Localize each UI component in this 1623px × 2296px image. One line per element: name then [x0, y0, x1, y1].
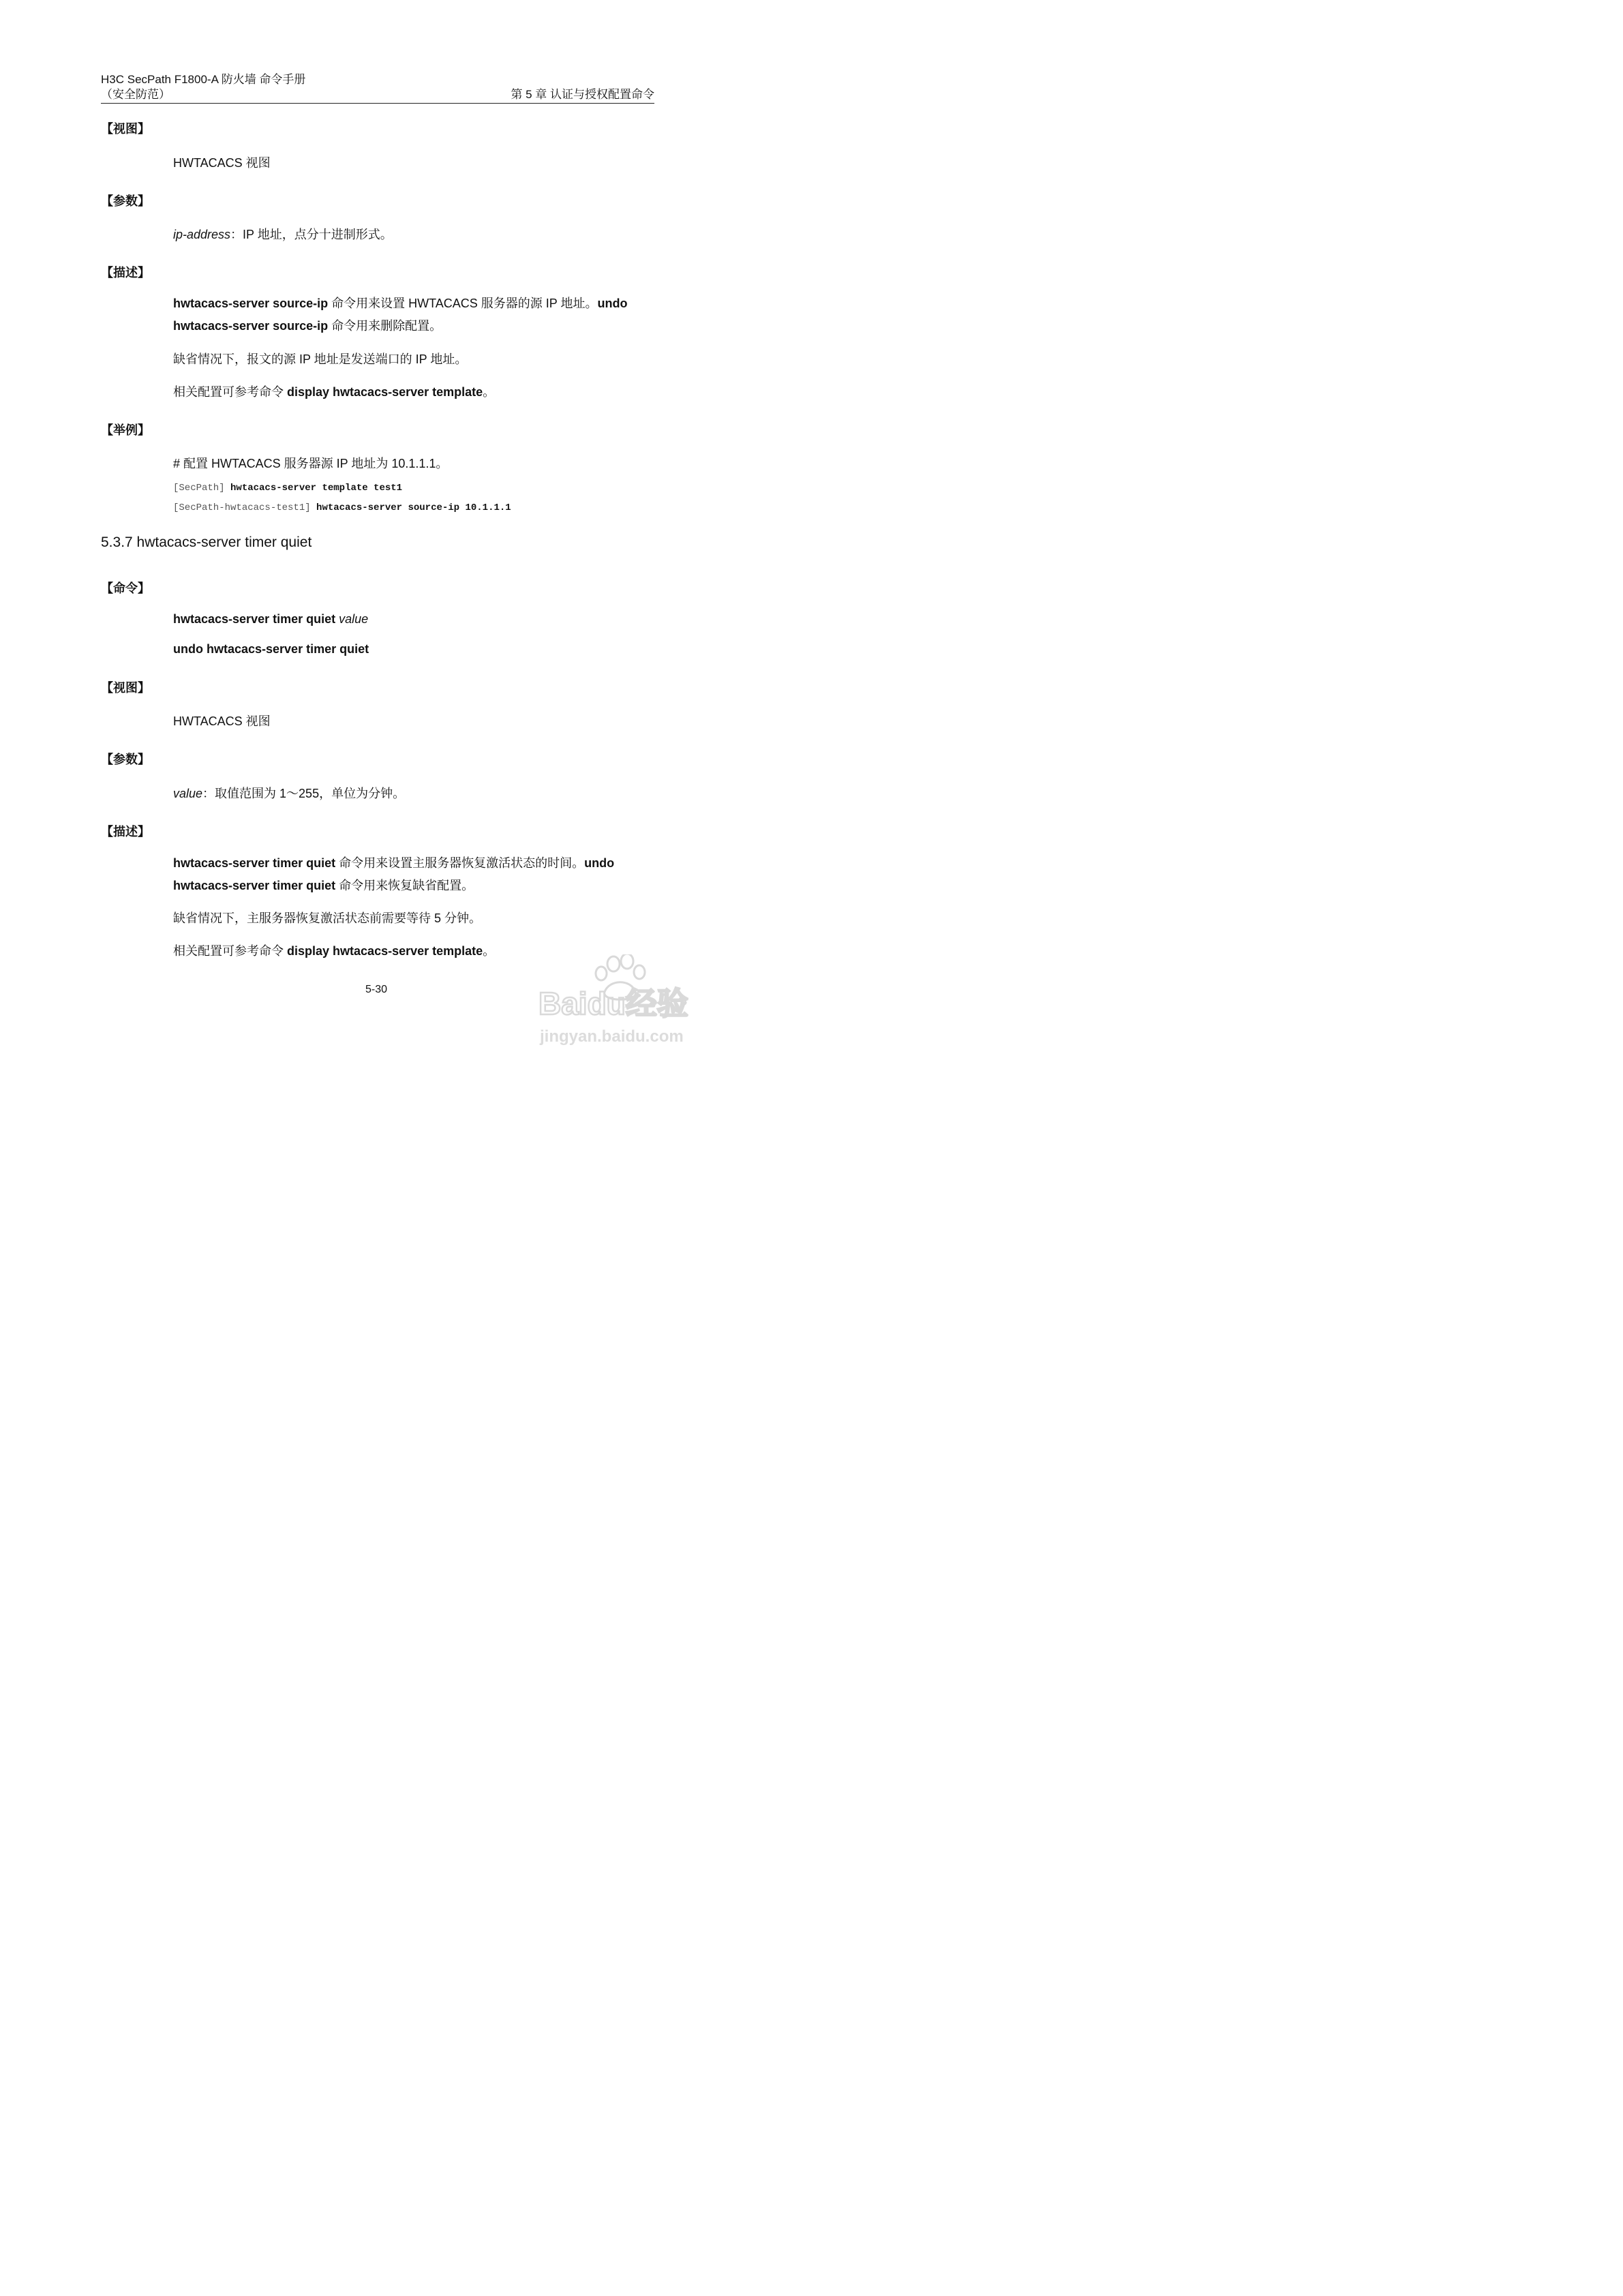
desc-undo-command: undo hwtacacs-server timer quiet	[173, 856, 615, 892]
code-line	[173, 483, 402, 494]
watermark-brand: Baidu经验	[539, 986, 688, 1021]
view-heading: 【视图】	[101, 681, 150, 695]
param-name: ip-address	[173, 228, 231, 241]
related-label: 相关配置可参考命令	[173, 944, 288, 958]
header-chapter: 第 5 章 认证与授权配置命令	[511, 88, 654, 101]
desc-text: 命令用来设置主服务器恢复激活状态的时间。	[335, 856, 585, 870]
desc-undo-text: 命令用来删除配置。	[328, 319, 442, 333]
related-commands	[173, 382, 495, 400]
command-syntax	[173, 612, 368, 626]
desc-paragraph	[173, 852, 654, 897]
undo-command-syntax: undo hwtacacs-server timer quiet	[173, 642, 369, 656]
page-number: 5-30	[365, 984, 388, 995]
example-heading: 【举例】	[101, 423, 150, 437]
desc-undo-command: undo hwtacacs-server source-ip	[173, 297, 628, 333]
desc-undo-text: 命令用来恢复缺省配置。	[335, 879, 474, 892]
watermark-url: jingyan.baidu.com	[540, 1027, 684, 1046]
code-command: hwtacacs-server template test1	[230, 483, 403, 494]
example-comment: # 配置 HWTACACS 服务器源 IP 地址为 10.1.1.1。	[173, 457, 449, 470]
desc-heading: 【描述】	[101, 825, 150, 839]
param-name: value	[173, 787, 203, 800]
param-line	[173, 784, 405, 802]
header-divider	[101, 103, 654, 104]
param-heading: 【参数】	[101, 194, 150, 208]
related-command: display hwtacacs-server template	[287, 385, 483, 399]
view-value: HWTACACS 视图	[173, 156, 271, 170]
desc-paragraph	[173, 292, 654, 337]
param-description: ：取值范围为 1～255，单位为分钟。	[202, 787, 406, 800]
desc-text: 命令用来设置 HWTACACS 服务器的源 IP 地址。	[328, 297, 598, 310]
related-commands	[173, 941, 495, 959]
default-text: 缺省情况下，主服务器恢复激活状态前需要等待 5 分钟。	[173, 911, 482, 925]
view-heading: 【视图】	[101, 122, 150, 136]
param-line	[173, 225, 393, 243]
baidu-watermark	[533, 954, 710, 1050]
desc-command: hwtacacs-server source-ip	[173, 297, 329, 310]
header-subtitle: （安全防范）	[101, 88, 170, 101]
desc-command: hwtacacs-server timer quiet	[173, 856, 336, 870]
command-argument: value	[339, 612, 369, 626]
related-command: display hwtacacs-server template	[287, 944, 483, 958]
view-value: HWTACACS 视图	[173, 714, 271, 728]
param-description: ：IP 地址，点分十进制形式。	[230, 228, 393, 241]
code-command: hwtacacs-server source-ip 10.1.1.1	[316, 502, 511, 513]
paw-logo-icon	[533, 954, 710, 1050]
related-end: 。	[483, 385, 496, 399]
code-prompt: [SecPath-hwtacacs-test1]	[173, 502, 317, 513]
code-line	[173, 502, 511, 513]
desc-heading: 【描述】	[101, 266, 150, 280]
command-name: hwtacacs-server timer quiet	[173, 612, 339, 626]
related-label: 相关配置可参考命令	[173, 385, 288, 399]
section-title: 5.3.7 hwtacacs-server timer quiet	[101, 534, 312, 550]
header-title: H3C SecPath F1800-A 防火墙 命令手册	[101, 73, 306, 86]
command-heading: 【命令】	[101, 581, 150, 595]
default-text: 缺省情况下，报文的源 IP 地址是发送端口的 IP 地址。	[173, 352, 468, 366]
related-end: 。	[483, 944, 496, 958]
param-heading: 【参数】	[101, 753, 150, 766]
code-prompt: [SecPath]	[173, 483, 231, 494]
